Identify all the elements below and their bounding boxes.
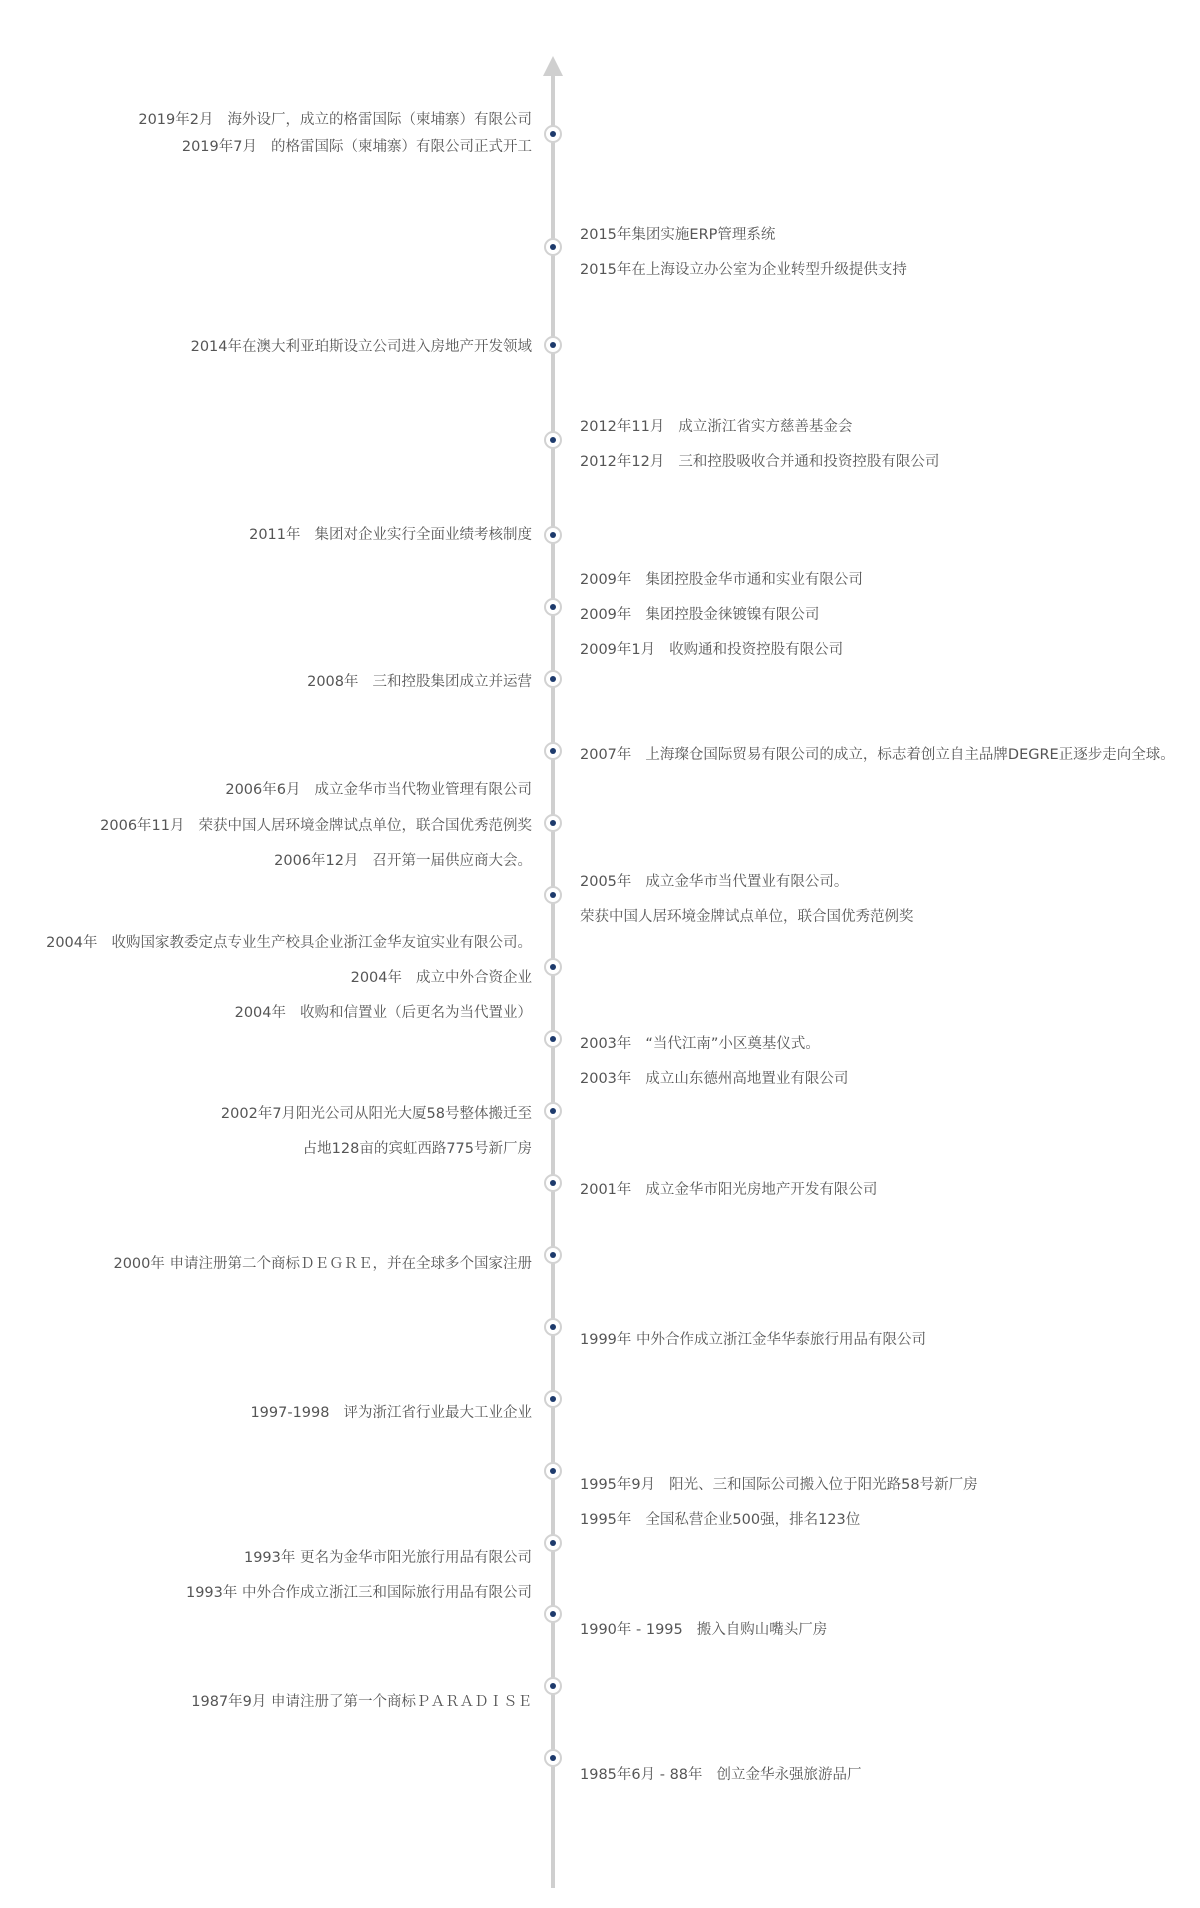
timeline-node-icon [544,1030,562,1048]
timeline-entry-date: 2019年2月 [138,112,214,128]
timeline-entry-date: 1995年 [580,1512,632,1528]
timeline-node-icon [544,1462,562,1480]
timeline-entry [580,1069,848,1089]
timeline-entry-date: 2003年 [580,1071,632,1087]
timeline-entry [580,640,843,660]
timeline-node-icon [544,526,562,544]
timeline-entry [186,1583,532,1603]
timeline-entry-date: 1985年6月 - 88年 [580,1767,703,1783]
timeline-entry-text: 召开第一届供应商大会。 [372,853,532,869]
timeline-node-icon [544,1677,562,1695]
timeline-entry-text: 成立金华市阳光房地产开发有限公司 [645,1182,878,1198]
timeline-entry [191,1692,532,1712]
timeline-entry [580,570,863,590]
timeline-entry-text: 上海璨仓国际贸易有限公司的成立，标志着创立自主品牌DEGRE正逐步走向全球。 [645,747,1175,763]
timeline-entry [580,1620,827,1640]
timeline-entry-text: 集团控股金徕镀镍有限公司 [645,607,820,623]
timeline-entry-text: 2002年7月阳光公司从阳光大厦58号整体搬迁至 [220,1106,532,1122]
timeline-entry [307,672,532,692]
timeline-entry-text: 2015年集团实施ERP管理系统 [580,227,776,243]
timeline-entry [580,417,852,437]
timeline-entry [580,1510,860,1530]
timeline-entry [580,1475,978,1495]
timeline-entry [580,1180,877,1200]
timeline-entry [250,1403,532,1423]
timeline-entry-text: 三和控股吸收合并通和投资控股有限公司 [678,454,940,470]
timeline-entry-text: 搬入自购山嘴头厂房 [696,1622,828,1638]
timeline-entry [138,110,532,130]
timeline-entry-text: 荣获中国人居环境金牌试点单位，联合国优秀范例奖 [580,909,914,925]
timeline-entry [580,260,907,280]
timeline-entry-date: 2006年12月 [274,853,359,869]
timeline-node-icon [544,1605,562,1623]
timeline-node-icon [544,1390,562,1408]
timeline-entry-date: 2004年 [234,1005,286,1021]
timeline-node-icon [544,336,562,354]
timeline-entry-text: 成立浙江省实方慈善基金会 [678,419,853,435]
timeline-node-icon [544,1749,562,1767]
timeline-entry-date: 2012年11月 [580,419,665,435]
timeline-entry-date: 2001年 [580,1182,632,1198]
timeline-entry-date: 2004年 [46,935,98,951]
timeline-entry-text: 集团控股金华市通和实业有限公司 [645,572,863,588]
timeline-entry-date: 2003年 [580,1036,632,1052]
timeline-entry-text: 收购国家教委定点专业生产校具企业浙江金华友谊实业有限公司。 [111,935,532,951]
timeline-node-icon [544,1318,562,1336]
timeline-entry-date: 2006年11月 [100,818,185,834]
timeline-entry-text: 评为浙江省行业最大工业企业 [343,1405,532,1421]
timeline-entry [46,933,532,953]
timeline-node-icon [544,1174,562,1192]
timeline-entry [580,605,819,625]
timeline-entry-text: 集团对企业实行全面业绩考核制度 [314,527,532,543]
timeline-node-icon [544,1102,562,1120]
timeline-node-icon [544,742,562,760]
timeline-entry-text: 2000年 申请注册第二个商标ＤＥＧＲＥ，并在全球多个国家注册 [113,1256,532,1272]
timeline-entry [221,1104,532,1124]
timeline-entry-date: 1990年 - 1995 [580,1622,683,1638]
timeline-entry [182,137,532,157]
timeline-node-icon [544,431,562,449]
timeline-entry [191,337,532,357]
timeline-entry-date: 2009年1月 [580,642,656,658]
timeline-node-icon [544,670,562,688]
timeline-node-icon [544,886,562,904]
timeline-node-icon [544,1534,562,1552]
timeline-entry-date: 2005年 [580,874,632,890]
timeline-entry [580,872,848,892]
timeline-node-icon [544,814,562,832]
timeline-node-icon [544,125,562,143]
timeline-entry-date: 1995年9月 [580,1477,656,1493]
timeline-entry-text: 创立金华永强旅游品厂 [716,1767,862,1783]
timeline-entry [351,968,532,988]
timeline-entry-text: 收购通和投资控股有限公司 [669,642,844,658]
timeline-entry-text: 1987年9月 申请注册了第一个商标ＰＡＲＡＤＩＳＥ [191,1694,532,1710]
timeline-entry-text: 全国私营企业500强，排名123位 [645,1512,861,1528]
timeline-entry [580,452,939,472]
timeline-entry-text: 收购和信置业（后更名为当代置业） [300,1005,532,1021]
timeline-entry-text: 阳光、三和国际公司搬入位于阳光路58号新厂房 [669,1477,978,1493]
timeline-entry-date: 2007年 [580,747,632,763]
timeline-entry-text: 占地128亩的宾虹西路775号新厂房 [302,1141,532,1157]
timeline-entry-date: 2019年7月 [181,139,257,155]
timeline-entry-date: 2009年 [580,572,632,588]
timeline-entry-date: 2012年12月 [580,454,665,470]
timeline-entry [235,1003,532,1023]
timeline-entry-date: 2008年 [307,674,359,690]
timeline-node-icon [544,958,562,976]
timeline-entry [580,1765,862,1785]
timeline-entry [225,780,532,800]
timeline-entry [580,745,1175,765]
timeline-entry-text: 2015年在上海设立办公室为企业转型升级提供支持 [580,262,907,278]
timeline-entry-text: 1993年 更名为金华市阳光旅行用品有限公司 [243,1550,532,1566]
timeline-node-icon [544,598,562,616]
timeline-entry-date: 2011年 [249,527,301,543]
timeline-entry-text: 1999年 中外合作成立浙江金华华泰旅行用品有限公司 [580,1332,927,1348]
timeline-entry-date: 2004年 [350,970,402,986]
timeline-entry [303,1139,532,1159]
timeline-node-icon [544,1246,562,1264]
timeline-entry-text: 成立中外合资企业 [416,970,532,986]
timeline-entry-text: 成立金华市当代置业有限公司。 [645,874,849,890]
timeline-entry [244,1548,532,1568]
timeline-entry [580,1330,926,1350]
timeline-entry [100,816,532,836]
timeline-entry-text: 1993年 中外合作成立浙江三和国际旅行用品有限公司 [185,1585,532,1601]
timeline-entry [580,1034,820,1054]
timeline-entry [580,225,775,245]
timeline-entry-text: 成立山东德州高地置业有限公司 [645,1071,849,1087]
timeline-entry-text: 2014年在澳大利亚珀斯设立公司进入房地产开发领域 [190,339,532,355]
timeline-entry-date: 2009年 [580,607,632,623]
timeline-entry-text: 海外设厂，成立的格雷国际（柬埔寨）有限公司 [227,112,532,128]
timeline-entry-date: 1997-1998 [250,1405,330,1421]
timeline-entry [113,1254,532,1274]
timeline-arrow-up-icon [543,56,563,76]
timeline-entry [274,851,532,871]
timeline-entry-text: 的格雷国际（柬埔寨）有限公司正式开工 [271,139,532,155]
timeline-entry-text: “当代江南”小区奠基仪式。 [645,1036,820,1052]
timeline-entry [580,907,914,927]
timeline-entry-text: 成立金华市当代物业管理有限公司 [314,782,532,798]
timeline-entry-text: 荣获中国人居环境金牌试点单位，联合国优秀范例奖 [198,818,532,834]
timeline-entry-text: 三和控股集团成立并运营 [372,674,532,690]
timeline-entry-date: 2006年6月 [225,782,301,798]
timeline-entry [249,525,532,545]
timeline-node-icon [544,238,562,256]
